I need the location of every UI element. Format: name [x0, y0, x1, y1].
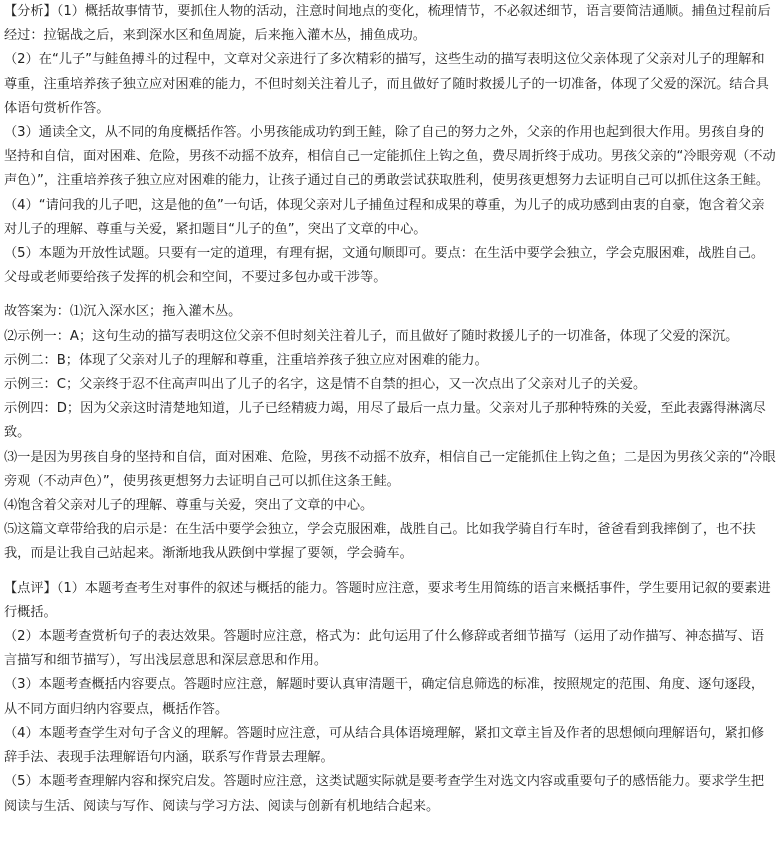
analysis-item-4: （4）“请问我的儿子吧，这是他的鱼”一句话，体现父亲对儿子捕鱼过程和成果的尊重，为儿子的成功感到由衷的自豪，饱含着父亲对儿子的理解、尊重与关爱，紧扣题目“儿子的鱼”，突出了文章的中心。	[4, 197, 765, 237]
review-tag: 【点评】	[4, 580, 57, 596]
review-section	[4, 577, 776, 819]
answer-item-3: 示例二：B；体现了父亲对儿子的理解和尊重，注重培养孩子独立应对困难的能力。	[4, 352, 488, 368]
answer-item-5: 示例四：D；因为父亲这时清楚地知道，儿子已经精疲力竭，用尽了最后一点力量。父亲对儿子那种特殊的关爱，至此表露得淋漓尽致。	[4, 401, 766, 441]
analysis-section	[4, 0, 776, 290]
section-spacer	[4, 290, 776, 300]
section-spacer	[4, 567, 776, 577]
answer-item-1: 故答案为：⑴沉入深水区；拖入灌木丛。	[4, 304, 242, 320]
review-item-3: （3）本题考查概括内容要点。答题时应注意，解题时要认真审清题干，确定信息筛选的标准，按照规定的范围、角度、逐句逐段，从不同方面归纳内容要点，概括作答。	[4, 677, 765, 717]
analysis-item-1: 【分析】（1）概括故事情节，要抓住人物的活动，注意时间地点的变化，梳理情节，不必叙述细节，语言要简洁通顺。捕鱼过程前后经过：拉锯战之后，来到深水区和鱼周旋，后来拖入灌木丛，捕鱼成功。	[4, 4, 771, 44]
review-item-2: （2）本题考查赏析句子的表达效果。答题时应注意，格式为：此句运用了什么修辞或者细节描写（运用了动作描写、神态描写、语言描写和细节描写），写出浅层意思和深层意思和作用。	[4, 629, 765, 669]
answer-item-6: ⑶一是因为男孩自身的坚持和自信，面对困难、危险，男孩不动摇不放弃，相信自己一定能抓住上钩之鱼；二是因为男孩父亲的“冷眼旁观（不动声色）”，使男孩更想努力去证明自己可以抓住这条王鲑。	[4, 449, 776, 489]
analysis-tag: 【分析】	[4, 4, 57, 19]
answer-item-7: ⑷饱含着父亲对儿子的理解、尊重与关爱，突出了文章的中心。	[4, 498, 374, 514]
review-item-4: （4）本题考查学生对句子含义的理解。答题时应注意，可从结合具体语境理解，紧扣文章主旨及作者的思想倾向理解语句，紧扣修辞手法、表现手法理解语句内涵，联系写作背景去理解。	[4, 725, 765, 766]
review-item-1: 【点评】（1）本题考查考生对事件的叙述与概括的能力。答题时应注意，要求考生用简练的语言来概括事件，学生要用记叙的要素进行概括。	[4, 580, 771, 620]
analysis-item-3: （3）通读全文，从不同的角度概括作答。小男孩能成功钓到王鲑，除了自己的努力之外，父亲的作用也起到很大作用。男孩自身的坚持和自信，面对困难、危险，男孩不动摇不放弃，相信自己一定能抓住上钩之鱼，费尽周折终于成功。男孩父亲的“冷眼旁观（不动声色）”，注重培养孩子独立应对困难的能力，让孩子通过自己的勇敢尝试获取胜利，使男孩更想努力去证明自己可以抓住这条王鲑。	[4, 125, 776, 189]
analysis-item-5: （5）本题为开放性试题。只要有一定的道理，有理有据，文通句顺即可。要点：在生活中要学会独立，学会克服困难，战胜自己。父母或老师要给孩子发挥的机会和空间，不要过多包办或干涉等。	[4, 246, 765, 286]
answers-section	[4, 300, 776, 566]
answer-item-2: ⑵示例一：A；这句生动的描写表明这位父亲不但时刻关注着儿子，而且做好了随时救援儿子的一切准备，体现了父爱的深沉。	[4, 328, 739, 344]
analysis-item-2: （2）在“儿子”与鲑鱼搏斗的过程中，文章对父亲进行了多次精彩的描写，这些生动的描写表明这位父亲体现了父亲对儿子的理解和尊重，注重培养孩子独立应对困难的能力，不但时刻关注着儿子，而且做好了随时救援儿子的一切准备，体现了父爱的深沉。结合具体语句赏析作答。	[4, 52, 769, 116]
answer-item-4: 示例三：C；父亲终于忍不住高声叫出了儿子的名字，这是情不自禁的担心，又一次点出了父亲对儿子的关爱。	[4, 377, 647, 393]
review-item-5: （5）本题考查理解内容和探究启发。答题时应注意，这类试题实际就是要考查学生对选文内容或重要句子的感悟能力。要求学生把阅读与生活、阅读与写作、阅读与学习方法、阅读与创新有机地结合起来。	[4, 774, 765, 814]
answer-item-8: ⑸这篇文章带给我的启示是：在生活中要学会独立，学会克服困难，战胜自己。比如我学骑自行车时，爸爸看到我摔倒了，也不扶我，而是让我自己站起来。渐渐地我从跌倒中掌握了要领，学会骑车。	[4, 522, 756, 562]
